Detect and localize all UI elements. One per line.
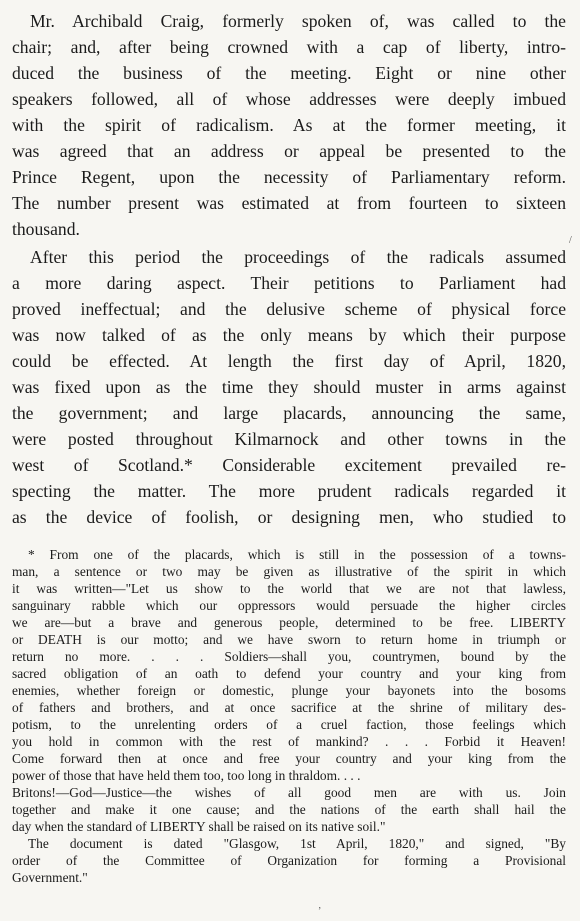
footnote-line: order of the Committee of Organization for forming a Provisional bbox=[12, 853, 566, 868]
footnote-line: Government." bbox=[12, 870, 88, 885]
footnote-line: together and make it one cause; and the nations of the earth shall hail the bbox=[12, 802, 566, 817]
body-line: were posted throughout Kilmarnock and other towns in the bbox=[12, 429, 566, 449]
body-line: proved ineffectual; and the delusive scheme of physical force bbox=[12, 299, 566, 319]
body-line: Mr. Archibald Craig, formerly spoken of, was called to the bbox=[30, 11, 566, 31]
footnote-line: * From one of the placards, which is still in the possession of a towns- bbox=[28, 547, 566, 562]
footnote-line: of fathers and brothers, and at once sacrifice at the shrine of military des- bbox=[12, 700, 566, 715]
body-line: chair; and, after being crowned with a cap of liberty, intro- bbox=[12, 37, 566, 57]
body-line: The number present was estimated at from fourteen to sixteen bbox=[12, 193, 566, 213]
footnote-line: The document is dated "Glasgow, 1st April, 1820," and signed, "By bbox=[28, 836, 566, 851]
footnote-line: day when the standard of LIBERTY shall be raised on its native soil." bbox=[12, 819, 386, 834]
body-line: speakers followed, all of whose addresses were deeply imbued bbox=[12, 89, 566, 109]
stray-mark: ’ bbox=[318, 906, 322, 917]
body-line: duced the business of the meeting. Eight or nine other bbox=[12, 63, 566, 83]
body-line: Prince Regent, upon the necessity of Parliamentary reform. bbox=[12, 167, 566, 187]
footnote-line: we are—but a brave and generous people, determined to be free. LIBERTY bbox=[12, 615, 566, 630]
footnote-line: Come forward then at once and free your country and your king from the bbox=[12, 751, 566, 766]
body-line: a more daring aspect. Their petitions to Parliament had bbox=[12, 273, 566, 293]
footnote-line: sacred obligation of an oath to defend your country and your king from bbox=[12, 666, 566, 681]
body-line: west of Scotland.* Considerable excitement prevailed re- bbox=[12, 455, 566, 475]
footnote-line: power of those that have held them too, too long in thraldom. . . . bbox=[12, 768, 361, 783]
body-line: was now talked of as the only means by which their purpose bbox=[12, 325, 566, 345]
footnote-line: you hold in common with the rest of mankind? . . . Forbid it Heaven! bbox=[12, 734, 566, 749]
body-line: was agreed that an address or appeal be presented to the bbox=[12, 141, 566, 161]
body-line: the government; and large placards, announcing the same, bbox=[12, 403, 566, 423]
body-line: as the device of foolish, or designing men, who studied to bbox=[12, 507, 566, 527]
body-line: thousand. bbox=[12, 219, 80, 239]
body-line: specting the matter. The more prudent radicals regarded it bbox=[12, 481, 566, 501]
body-line: could be effected. At length the first day of April, 1820, bbox=[12, 351, 566, 371]
footnote-line: return no more. . . . Soldiers—shall you, countrymen, bound by the bbox=[12, 649, 566, 664]
body-line: with the spirit of radicalism. As at the former meeting, it bbox=[12, 115, 566, 135]
footnote-line: sanguinary rabble which our oppressors would persuade the higher circles bbox=[12, 598, 566, 613]
footnote-line: it was written—"Let us show to the world that we are not that lawless, bbox=[12, 581, 566, 596]
body-line: was fixed upon as the time they should muster in arms against bbox=[12, 377, 566, 397]
margin-mark: / bbox=[569, 235, 572, 246]
footnote-line: potism, to the unrelenting orders of a cruel faction, those feelings which bbox=[12, 717, 566, 732]
footnote-line: enemies, whether foreign or domestic, plunge your bayonets into the bosoms bbox=[12, 683, 566, 698]
footnote-line: man, a sentence or two may be given as illustrative of the spirit in which bbox=[12, 564, 566, 579]
footnote-line: Britons!—God—Justice—the wishes of all good men are with us. Join bbox=[12, 785, 566, 800]
body-line: After this period the proceedings of the radicals assumed bbox=[30, 247, 566, 267]
footnote-line: or DEATH is our motto; and we have sworn to return home in triumph or bbox=[12, 632, 566, 647]
